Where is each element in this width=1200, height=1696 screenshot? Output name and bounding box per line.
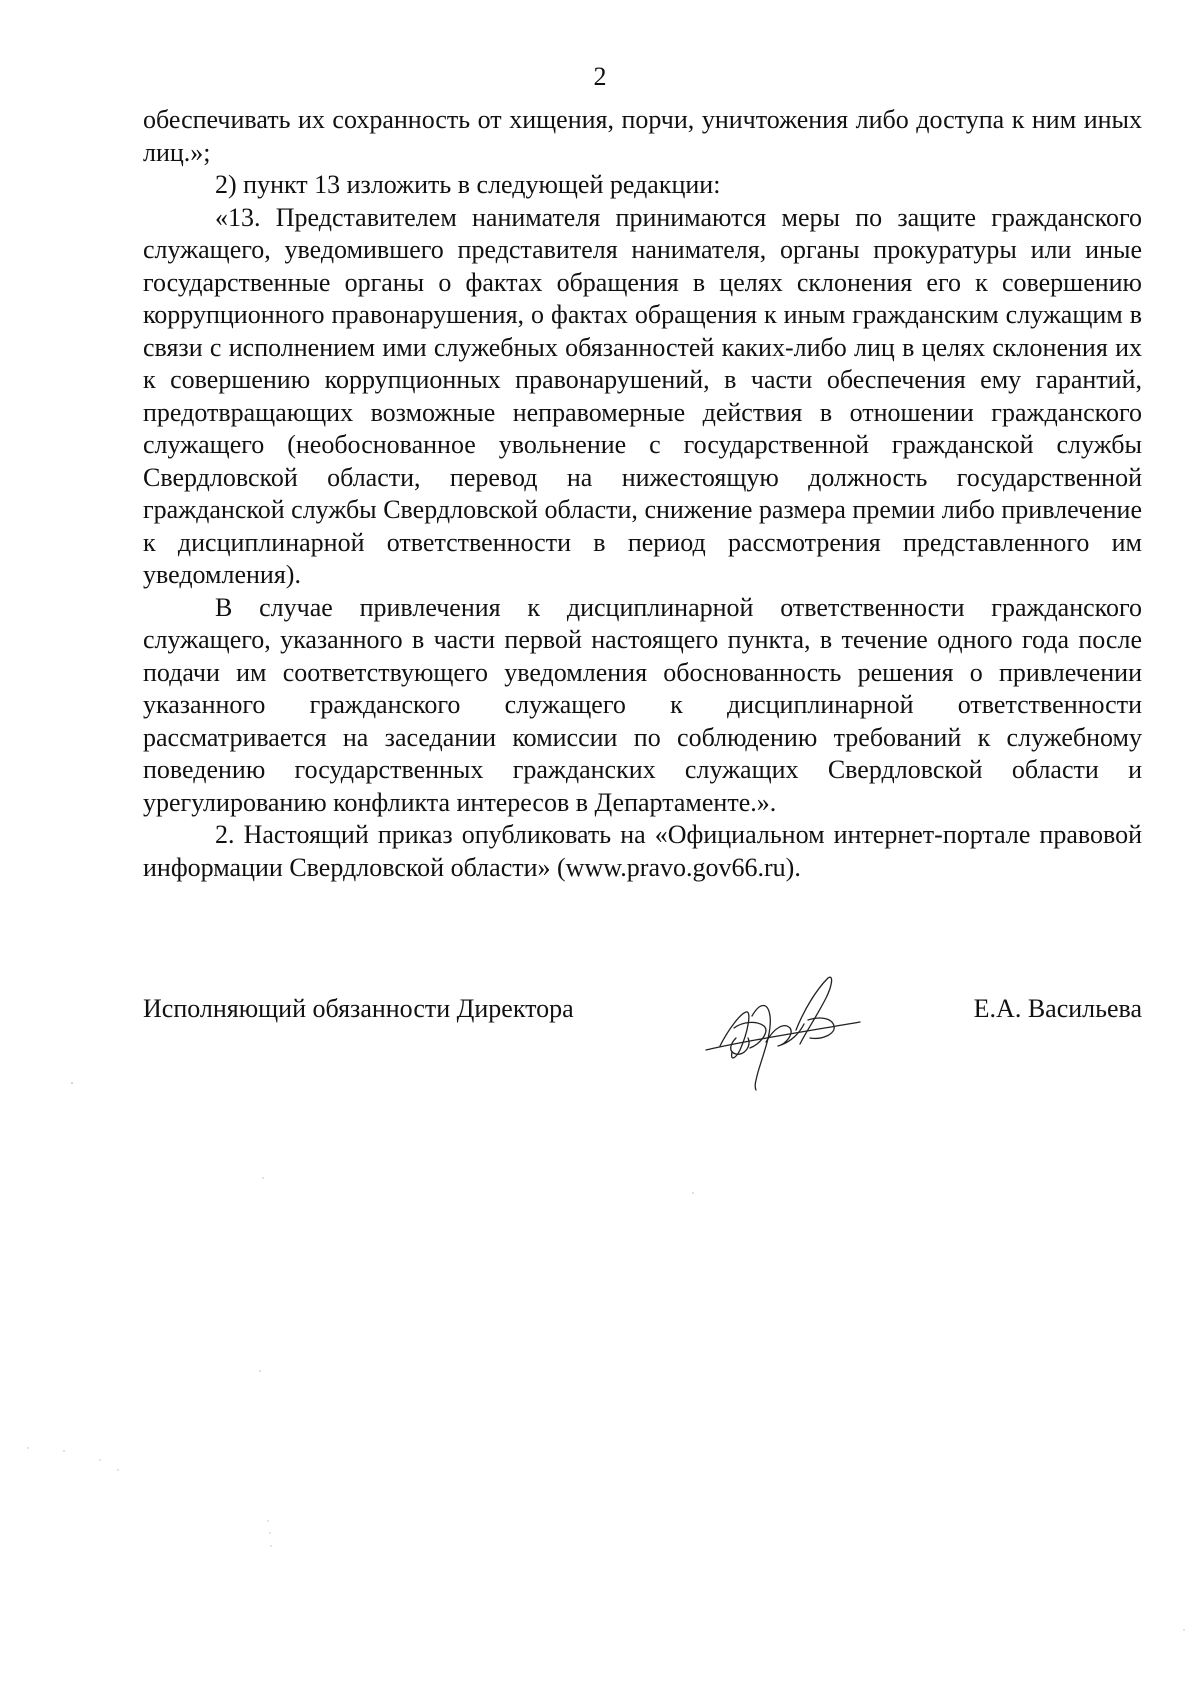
document-body	[143, 104, 1142, 884]
paragraph-amendment-intro: 2) пункт 13 изложить в следующей редакции:	[215, 170, 721, 199]
paragraph-continuation: обеспечивать их сохранность от хищения, порчи, уничтожения либо доступа к ним иных лиц.»;	[143, 105, 1142, 167]
paragraph-disciplinary: В случае привлечения к дисциплинарной ответственности гражданского служащего, указанного в части первой настоящего пункта, в течение одного года после подачи им соответствующего уведомления обоснованность решения о привлечении указанного гражданского служащего к дисциплинарной ответственности рассматривается на заседании комиссии по соблюдению требований к служебному поведению государственных гражданских служащих Свердловской области и урегулированию конфликта интересов в Департаменте.».	[143, 592, 1142, 817]
page-number: 2	[593, 62, 607, 91]
signature-block	[143, 993, 1142, 1033]
signer-position: Исполняющий обязанности Директора	[143, 994, 574, 1023]
paragraph-clause-13: «13. Представителем нанимателя принимаются меры по защите гражданского служащего, уведомившего представителя нанимателя, органы прокуратуры или иные государственные органы о фактах обращения в целях склонения его к совершению коррупционного правонарушения, о фактах обращения к иным гражданским служащим в связи с исполнением ими служебных обязанностей каких-либо лиц в целях склонения их к совершению коррупционных правонарушений, в части обеспечения ему гарантий, предотвращающих возможные неправомерные действия в отношении гражданского служащего (необоснованное увольнение с государственной гражданской службы Свердловской области, перевод на нижестоящую должность государственной гражданской службы Свердловской области, снижение размера премии либо привлечение к дисциплинарной ответственности в период рассмотрения представленного им уведомления).	[143, 202, 1142, 589]
paragraph-publication: 2. Настоящий приказ опубликовать на «Официальном интернет-портале правовой информации Свердловской области» (www.pravo.gov66.ru).	[143, 820, 1142, 882]
handwritten-signature	[700, 972, 880, 1092]
signer-name: Е.А. Васильева	[973, 994, 1142, 1023]
